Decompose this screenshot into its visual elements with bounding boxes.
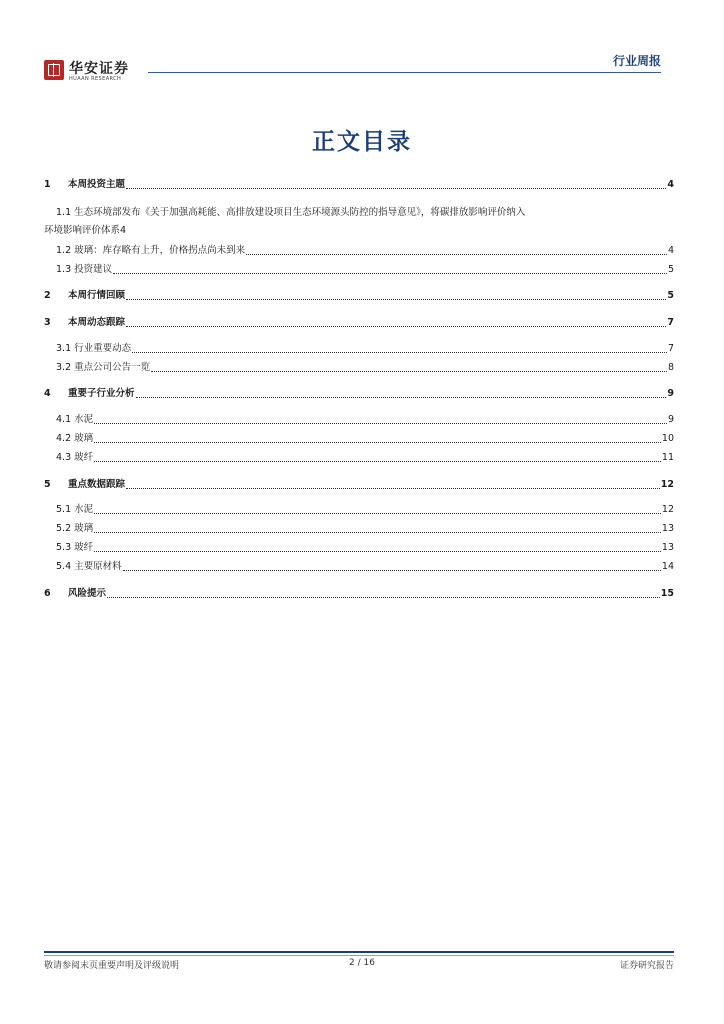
dot-leader (107, 597, 660, 598)
toc-entry-page: 11 (661, 452, 674, 463)
toc-entry-number: 3 (44, 317, 51, 328)
toc-entry-number: 1.3 (56, 264, 72, 275)
toc-entry-label: 投资建议 (74, 264, 113, 275)
toc-entry-label: 主要原材料 (74, 561, 122, 572)
toc-entry-label: 本周动态跟踪 (68, 317, 126, 328)
toc-entry-number: 6 (44, 588, 51, 599)
dot-leader (94, 551, 661, 552)
toc-entry-page: 4 (667, 245, 674, 256)
dot-leader (126, 488, 660, 489)
toc-entry-page: 7 (667, 317, 674, 328)
dot-leader (246, 254, 667, 255)
toc-entry-page: 14 (661, 561, 674, 572)
toc-entry-label: 玻纤 (74, 452, 94, 463)
dot-leader (126, 299, 666, 300)
toc-entry-3-1[interactable] (44, 342, 674, 356)
toc-entry-label: 重要子行业分析 (68, 388, 135, 399)
dot-leader (94, 461, 661, 462)
toc-entry-number: 5.4 (56, 561, 72, 572)
toc-entry-label: 生态环境部发布《关于加强高耗能、高排放建设项目生态环境源头防控的指导意见》，将碳排放影响评价纳入 (74, 207, 526, 218)
toc-entry-line2 (44, 224, 674, 238)
huaan-logo-icon (44, 60, 64, 80)
toc-entry-page: 9 (667, 414, 674, 425)
toc-entry-number: 3.2 (56, 362, 72, 373)
toc-entry-label-continued: 环境影响评价体系 (44, 225, 121, 236)
toc-entry-label: 重点公司公告一览 (74, 362, 151, 373)
toc-entry-3-2[interactable] (44, 361, 674, 375)
toc-entry-2[interactable] (44, 289, 674, 303)
toc-entry-label: 风险提示 (68, 588, 107, 599)
header-divider (148, 72, 661, 73)
toc-entry-number: 4.3 (56, 452, 72, 463)
logo-english-name: HUAAN RESEARCH (69, 76, 122, 82)
toc-entry-label: 本周行情回顾 (68, 290, 126, 301)
dot-leader (94, 442, 661, 443)
toc-entry-5[interactable] (44, 478, 674, 492)
toc-entry-label: 玻璃 (74, 523, 94, 534)
toc-entry-page: 15 (660, 588, 674, 599)
toc-entry-label: 本周投资主题 (68, 179, 126, 190)
toc-entry-page: 9 (667, 388, 674, 399)
toc-title: 正文目录 (312, 129, 412, 155)
toc-entry-label: 水泥 (74, 504, 94, 515)
toc-entry-page: 5 (667, 290, 674, 301)
toc-entry-4-2[interactable] (44, 432, 674, 446)
toc-entry-page: 5 (667, 264, 674, 275)
toc-entry-4[interactable] (44, 387, 674, 401)
logo-chinese-name: 华安证券 (69, 61, 129, 77)
toc-entry-3[interactable] (44, 316, 674, 330)
dot-leader (151, 371, 667, 372)
page-indicator: 2 / 16 (349, 958, 375, 968)
toc-entry-page: 4 (667, 179, 674, 190)
dot-leader (126, 188, 666, 189)
toc-entry-6[interactable] (44, 587, 674, 601)
toc-entry-page: 8 (667, 362, 674, 373)
dot-leader (136, 397, 667, 398)
toc-entry-label: 玻纤 (74, 542, 94, 553)
toc-entry-1-2[interactable] (44, 244, 674, 258)
dot-leader (123, 570, 661, 571)
footer-disclaimer: 敬请参阅末页重要声明及评级说明 (44, 961, 180, 971)
dot-leader (113, 273, 667, 274)
toc-entry-number: 5.3 (56, 542, 72, 553)
toc-entry-1-1[interactable] (44, 206, 674, 240)
toc-entry-label: 重点数据跟踪 (68, 479, 126, 490)
toc-entry-5-4[interactable] (44, 560, 674, 574)
dot-leader (94, 423, 667, 424)
toc-entry-1-3[interactable] (44, 263, 674, 277)
toc-entry-line1 (56, 206, 525, 220)
toc-entry-4-1[interactable] (44, 413, 674, 427)
toc-entry-5-1[interactable] (44, 503, 674, 517)
footer-divider (44, 951, 674, 953)
toc-entry-number: 5.2 (56, 523, 72, 534)
dot-leader (94, 513, 661, 514)
toc-entry-number: 4.2 (56, 433, 72, 444)
dot-leader (126, 326, 666, 327)
toc-entry-number: 1.2 (56, 245, 72, 256)
toc-entry-number: 4 (44, 388, 51, 399)
toc-entry-number: 5.1 (56, 504, 72, 515)
toc-entry-page: 13 (661, 542, 674, 553)
toc-entry-1[interactable] (44, 178, 674, 192)
dot-leader (132, 352, 667, 353)
toc-entry-page: 10 (661, 433, 674, 444)
toc-entry-number: 3.1 (56, 343, 72, 354)
dot-leader (94, 532, 661, 533)
toc-entry-page: 12 (661, 504, 674, 515)
toc-entry-5-3[interactable] (44, 541, 674, 555)
toc-entry-number: 5 (44, 479, 51, 490)
toc-entry-label: 水泥 (74, 414, 94, 425)
toc-entry-page: 12 (660, 479, 674, 490)
toc-entry-label: 玻璃：库存略有上升，价格拐点尚未到来 (74, 245, 246, 256)
toc-entry-page: 4 (120, 225, 127, 236)
toc-entry-label: 玻璃 (74, 433, 94, 444)
footer-doc-type: 证券研究报告 (619, 961, 674, 971)
toc-entry-number: 4.1 (56, 414, 72, 425)
toc-entry-number: 1 (44, 179, 51, 190)
toc-entry-page: 7 (667, 343, 674, 354)
toc-entry-number: 1.1 (56, 207, 72, 218)
page-header (0, 0, 724, 90)
toc-entry-number: 2 (44, 290, 51, 301)
toc-entry-label: 行业重要动态 (74, 343, 132, 354)
toc-entry-page: 13 (661, 523, 674, 534)
toc-entry-5-2[interactable] (44, 522, 674, 536)
toc-entry-4-3[interactable] (44, 451, 674, 465)
report-type-label: 行业周报 (612, 54, 661, 68)
